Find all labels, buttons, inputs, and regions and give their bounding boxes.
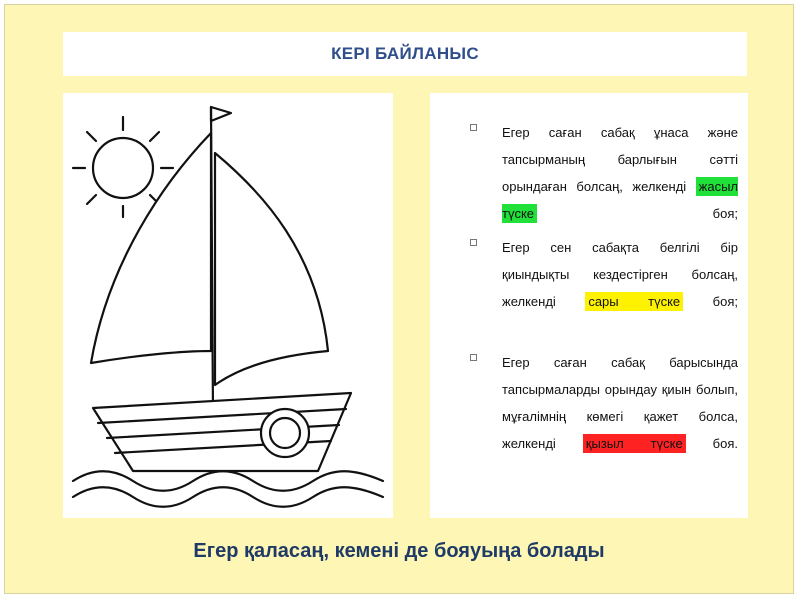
checkbox-bullet-icon (470, 354, 477, 361)
highlight-green: жасыл түске (502, 179, 738, 221)
title-bar (63, 32, 747, 76)
bullet-text-after: боя. (685, 436, 738, 451)
checkbox-bullet-icon (470, 124, 477, 131)
bullet-text (502, 234, 738, 315)
bullet-text-before: Егер сен сабақта белгілі бір қиындықты кездестірген болсаң, желкенді (502, 240, 738, 309)
checkbox-bullet-icon (470, 239, 477, 246)
bullet-text-after: боя; (537, 206, 738, 221)
illustration-panel (63, 93, 393, 518)
bullet-text-after: боя; (683, 294, 738, 309)
page-title: КЕРІ БАЙЛАНЫС (331, 44, 479, 63)
bottom-caption: Егер қаласаң, кемені де бояуыңа болады (193, 540, 605, 562)
slide (4, 4, 794, 594)
bullet-text-before: Егер саған сабақ барысында тапсырмаларды орындау қиын болып, мұғалімнің көмегі қажет болса, желкенді (502, 355, 738, 451)
coloring-illustration (63, 93, 393, 518)
bullet-text (502, 119, 738, 227)
waves-icon (73, 471, 383, 507)
highlight-yellow: сары түске (585, 292, 683, 311)
highlight-red: қызыл түске (583, 434, 686, 453)
bullet-text (502, 349, 738, 457)
bullet-text-before: Егер саған сабақ ұнаса және тапсырманың барлығын сәтті орындаған болсаң, желкенді (502, 125, 738, 194)
instructions-panel (430, 93, 748, 518)
